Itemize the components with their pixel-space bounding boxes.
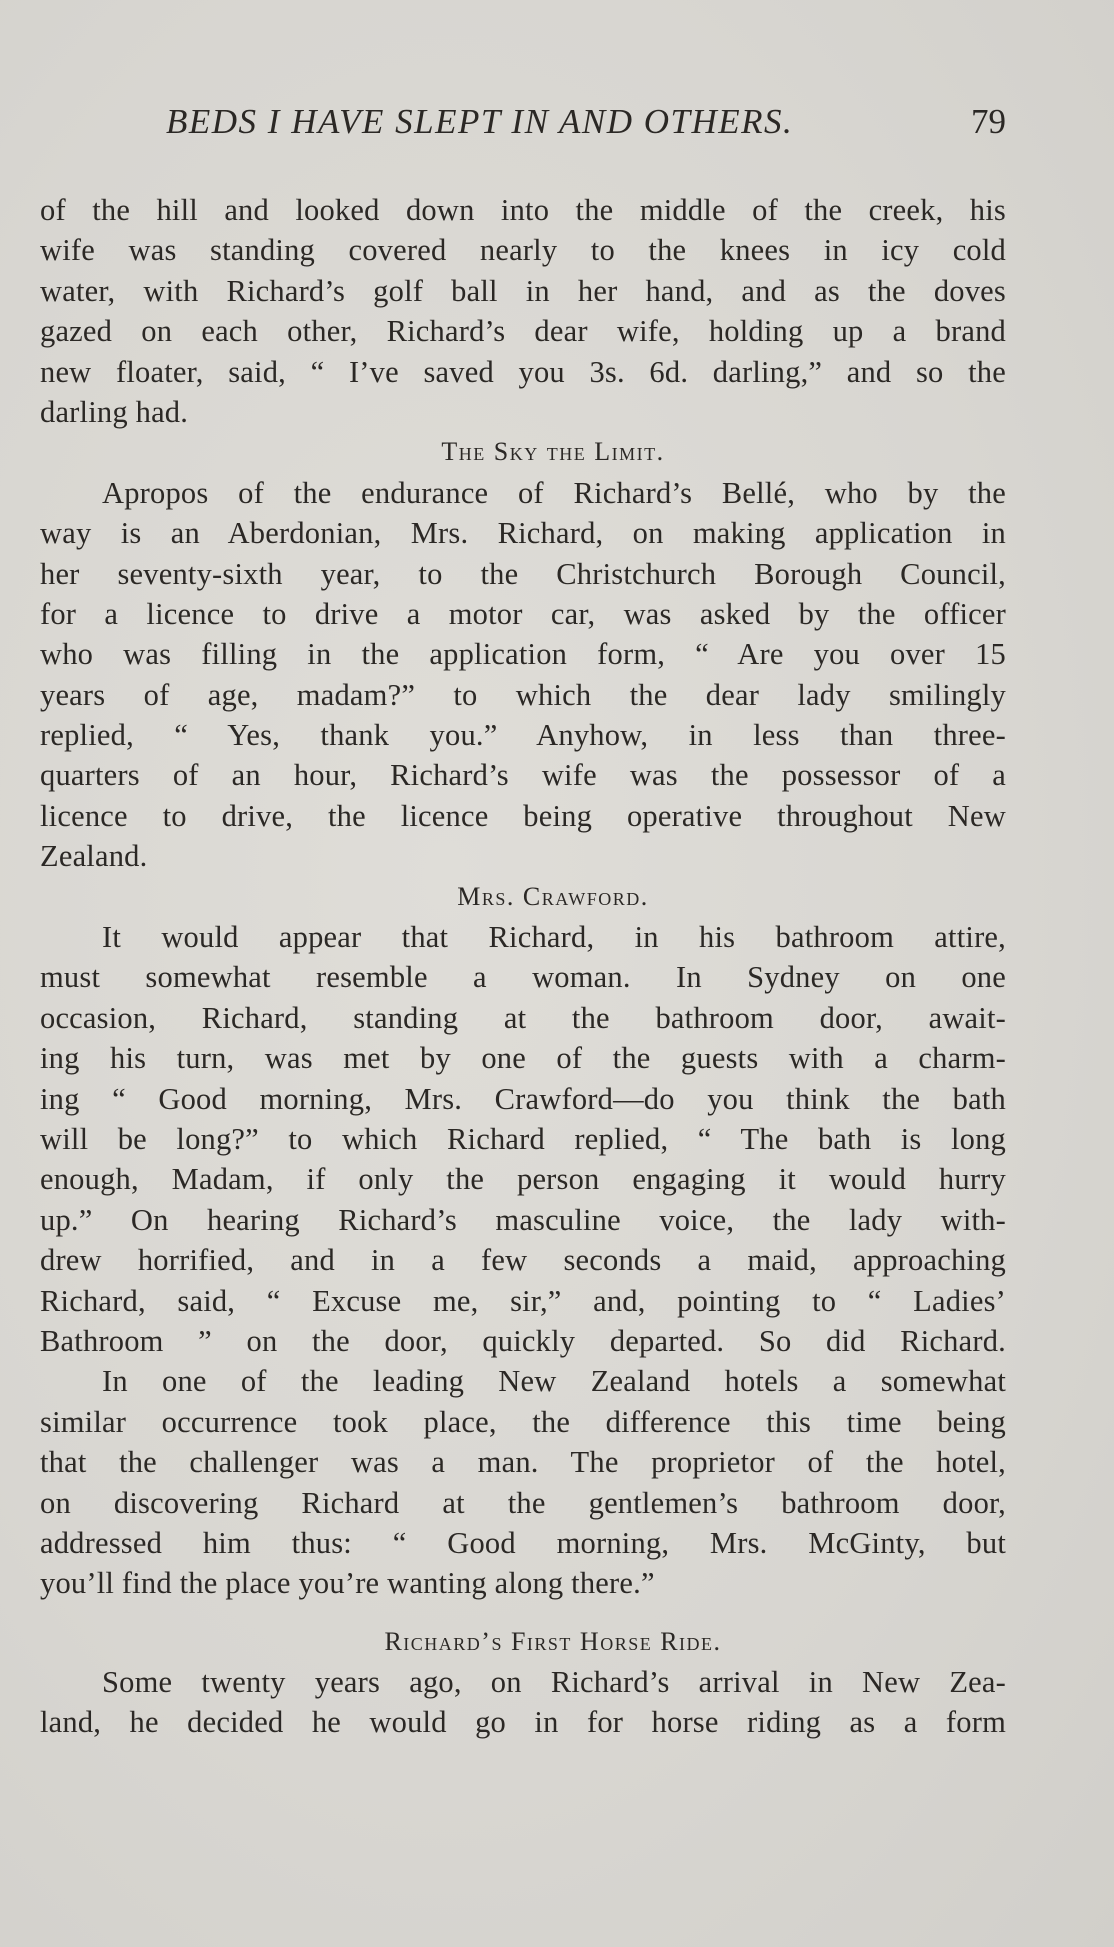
text-line: Richard, said, “ Excuse me, sir,” and, pointing to “ Ladies’ — [40, 1283, 1006, 1318]
text-line: enough, Madam, if only the person engaging it would hurry — [40, 1162, 1006, 1197]
text-line: Bathroom ” on the door, quickly departed. So did Richard. — [40, 1323, 1006, 1358]
paragraph-4 — [40, 1361, 1006, 1603]
text-line: replied, “ Yes, thank you.” Anyhow, in less than three- — [40, 718, 1006, 753]
text-line: land, he decided he would go in for horse riding as a form — [40, 1705, 1006, 1740]
text-line: addressed him thus: “ Good morning, Mrs. McGinty, but — [40, 1525, 1006, 1560]
page-header — [166, 102, 1006, 152]
text-line: wife was standing covered nearly to the knees in icy cold — [40, 233, 1006, 268]
section-heading-first-horse-ride: Richard’s First Horse Ride. — [384, 1626, 722, 1656]
text-line: up.” On hearing Richard’s masculine voice, the lady with- — [40, 1202, 1006, 1237]
text-line: new floater, said, “ I’ve saved you 3s. 6d. darling,” and so the — [40, 354, 1006, 389]
text-line: Apropos of the endurance of Richard’s Bellé, who by the — [102, 475, 1006, 510]
text-line: In one of the leading New Zealand hotels a somewhat — [102, 1364, 1006, 1399]
page-number: 79 — [971, 102, 1006, 141]
text-line: for a licence to drive a motor car, was asked by the officer — [40, 596, 1006, 631]
paragraph-5 — [40, 1662, 1006, 1743]
text-line: ing his turn, was met by one of the guests with a charm- — [40, 1041, 1006, 1076]
text-line: on discovering Richard at the gentlemen’s bathroom door, — [40, 1485, 1006, 1520]
text-line: Zealand. — [40, 839, 148, 874]
paragraph-2 — [40, 473, 1006, 877]
text-line: drew horrified, and in a few seconds a maid, approaching — [40, 1243, 1006, 1278]
text-line: occasion, Richard, standing at the bathroom door, await- — [40, 1000, 1006, 1035]
text-line: Some twenty years ago, on Richard’s arrival in New Zea- — [102, 1665, 1006, 1700]
text-line: that the challenger was a man. The proprietor of the hotel, — [40, 1445, 1006, 1480]
running-title: BEDS I HAVE SLEPT IN AND OTHERS. — [166, 102, 794, 141]
text-line: you’ll find the place you’re wanting along there.” — [40, 1566, 655, 1601]
section-heading-mrs-crawford: Mrs. Crawford. — [457, 881, 649, 911]
text-line: water, with Richard’s golf ball in her hand, and as the doves — [40, 273, 1006, 308]
text-line: years of age, madam?” to which the dear lady smilingly — [40, 677, 1006, 712]
paragraph-3 — [40, 917, 1006, 1361]
text-line: darling had. — [40, 394, 189, 429]
text-line: quarters of an hour, Richard’s wife was the possessor of a — [40, 758, 1006, 793]
body-text — [40, 190, 1006, 1743]
text-line: It would appear that Richard, in his bathroom attire, — [102, 920, 1006, 955]
text-line: must somewhat resemble a woman. In Sydney on one — [40, 960, 1006, 995]
text-line: who was filling in the application form, “ Are you over 15 — [40, 637, 1006, 672]
paragraph-1 — [40, 190, 1006, 432]
text-line: way is an Aberdonian, Mrs. Richard, on making application in — [40, 516, 1006, 551]
text-line: similar occurrence took place, the difference this time being — [40, 1404, 1006, 1439]
text-line: ing “ Good morning, Mrs. Crawford—do you think the bath — [40, 1081, 1006, 1116]
text-line: her seventy-sixth year, to the Christchurch Borough Council, — [40, 556, 1006, 591]
text-line: will be long?” to which Richard replied, “ The bath is long — [40, 1121, 1006, 1156]
text-line: gazed on each other, Richard’s dear wife, holding up a brand — [40, 314, 1006, 349]
text-line: licence to drive, the licence being operative throughout New — [40, 798, 1006, 833]
section-heading-sky-the-limit: The Sky the Limit. — [441, 437, 665, 467]
text-line: of the hill and looked down into the middle of the creek, his — [40, 193, 1006, 227]
